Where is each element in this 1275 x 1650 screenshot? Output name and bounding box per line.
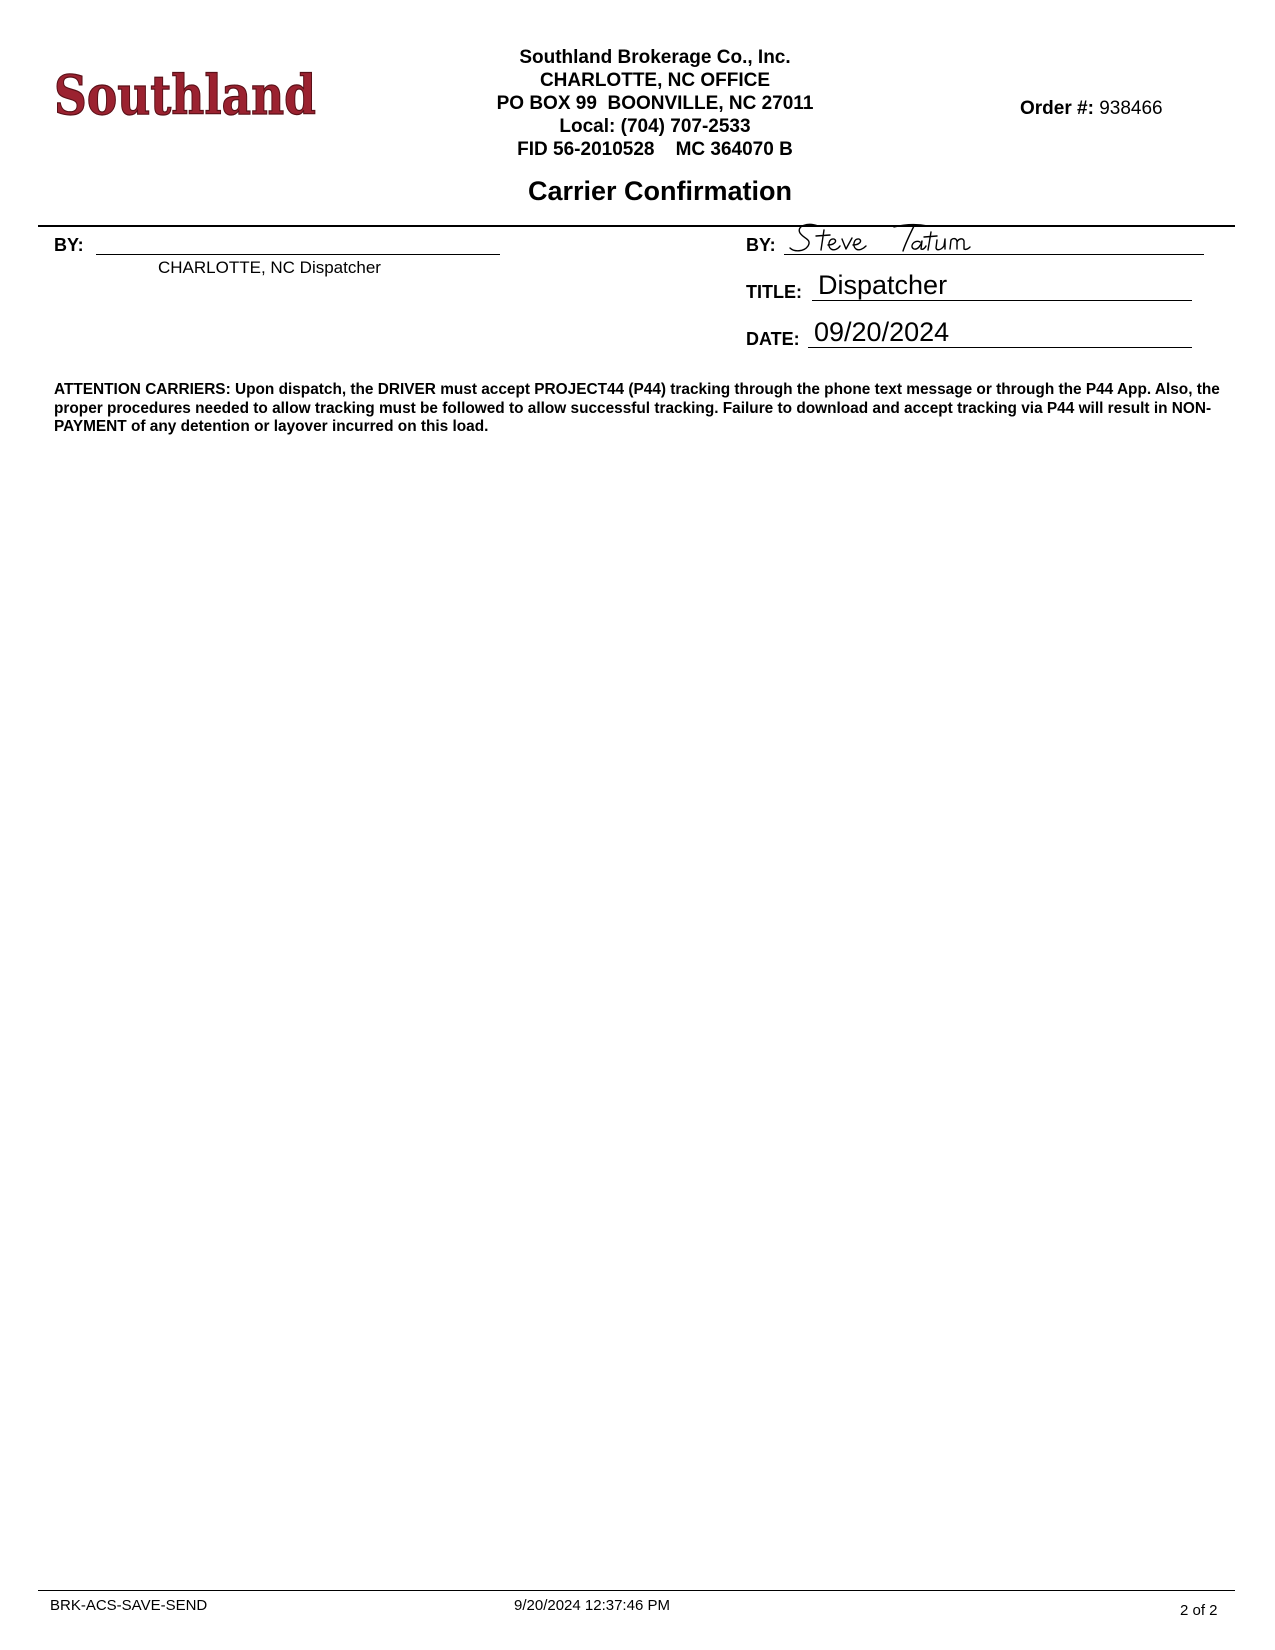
office-name: CHARLOTTE, NC OFFICE <box>539 70 771 91</box>
mailing-address: PO BOX 99 BOONVILLE, NC 27011 <box>496 93 814 114</box>
header-divider <box>38 225 1235 227</box>
order-number-label: Order #: <box>1020 98 1094 119</box>
company-logo <box>52 58 322 130</box>
carrier-signature <box>790 222 1010 261</box>
local-phone: Local: (704) 707-2533 <box>559 116 751 137</box>
carrier-date-value: 09/20/2024 <box>814 317 950 347</box>
order-number <box>1020 98 1163 120</box>
footer-timestamp: 9/20/2024 12:37:46 PM <box>514 1597 670 1614</box>
company-name: Southland Brokerage Co., Inc. <box>519 47 791 68</box>
southland-logo-icon <box>52 58 322 130</box>
footer-page-number: 2 of 2 <box>1180 1602 1218 1619</box>
footer-form-code: BRK-ACS-SAVE-SEND <box>50 1597 208 1614</box>
document-title: Carrier Confirmation <box>527 176 793 206</box>
carrier-title-label: TITLE: <box>746 282 802 302</box>
order-number-value: 938466 <box>1099 98 1163 119</box>
footer-divider <box>38 1590 1235 1591</box>
broker-signature-line <box>96 254 500 255</box>
broker-by-label: BY: <box>54 235 84 255</box>
carrier-title-value: Dispatcher <box>818 270 948 300</box>
handwritten-signature-icon <box>790 222 1010 256</box>
logo-wordmark: Southland <box>54 63 316 127</box>
company-info <box>420 46 890 161</box>
fid-mc-numbers: FID 56-2010528 MC 364070 B <box>517 139 793 160</box>
tracking-notice: ATTENTION CARRIERS: Upon dispatch, the DRIVER must accept PROJECT44 (P44) tracking through the phone text message or through the P44 App. Also, the proper procedures needed to allow tracking must be followed to allow successful tracking. Failure to download and accept tracking via P44 will result in NON-PAYMENT of any detention or layover incurred on this load. <box>54 381 1220 435</box>
carrier-by-label: BY: <box>746 235 776 255</box>
carrier-date-label: DATE: <box>746 329 800 349</box>
broker-signature-caption: CHARLOTTE, NC Dispatcher <box>158 258 381 277</box>
